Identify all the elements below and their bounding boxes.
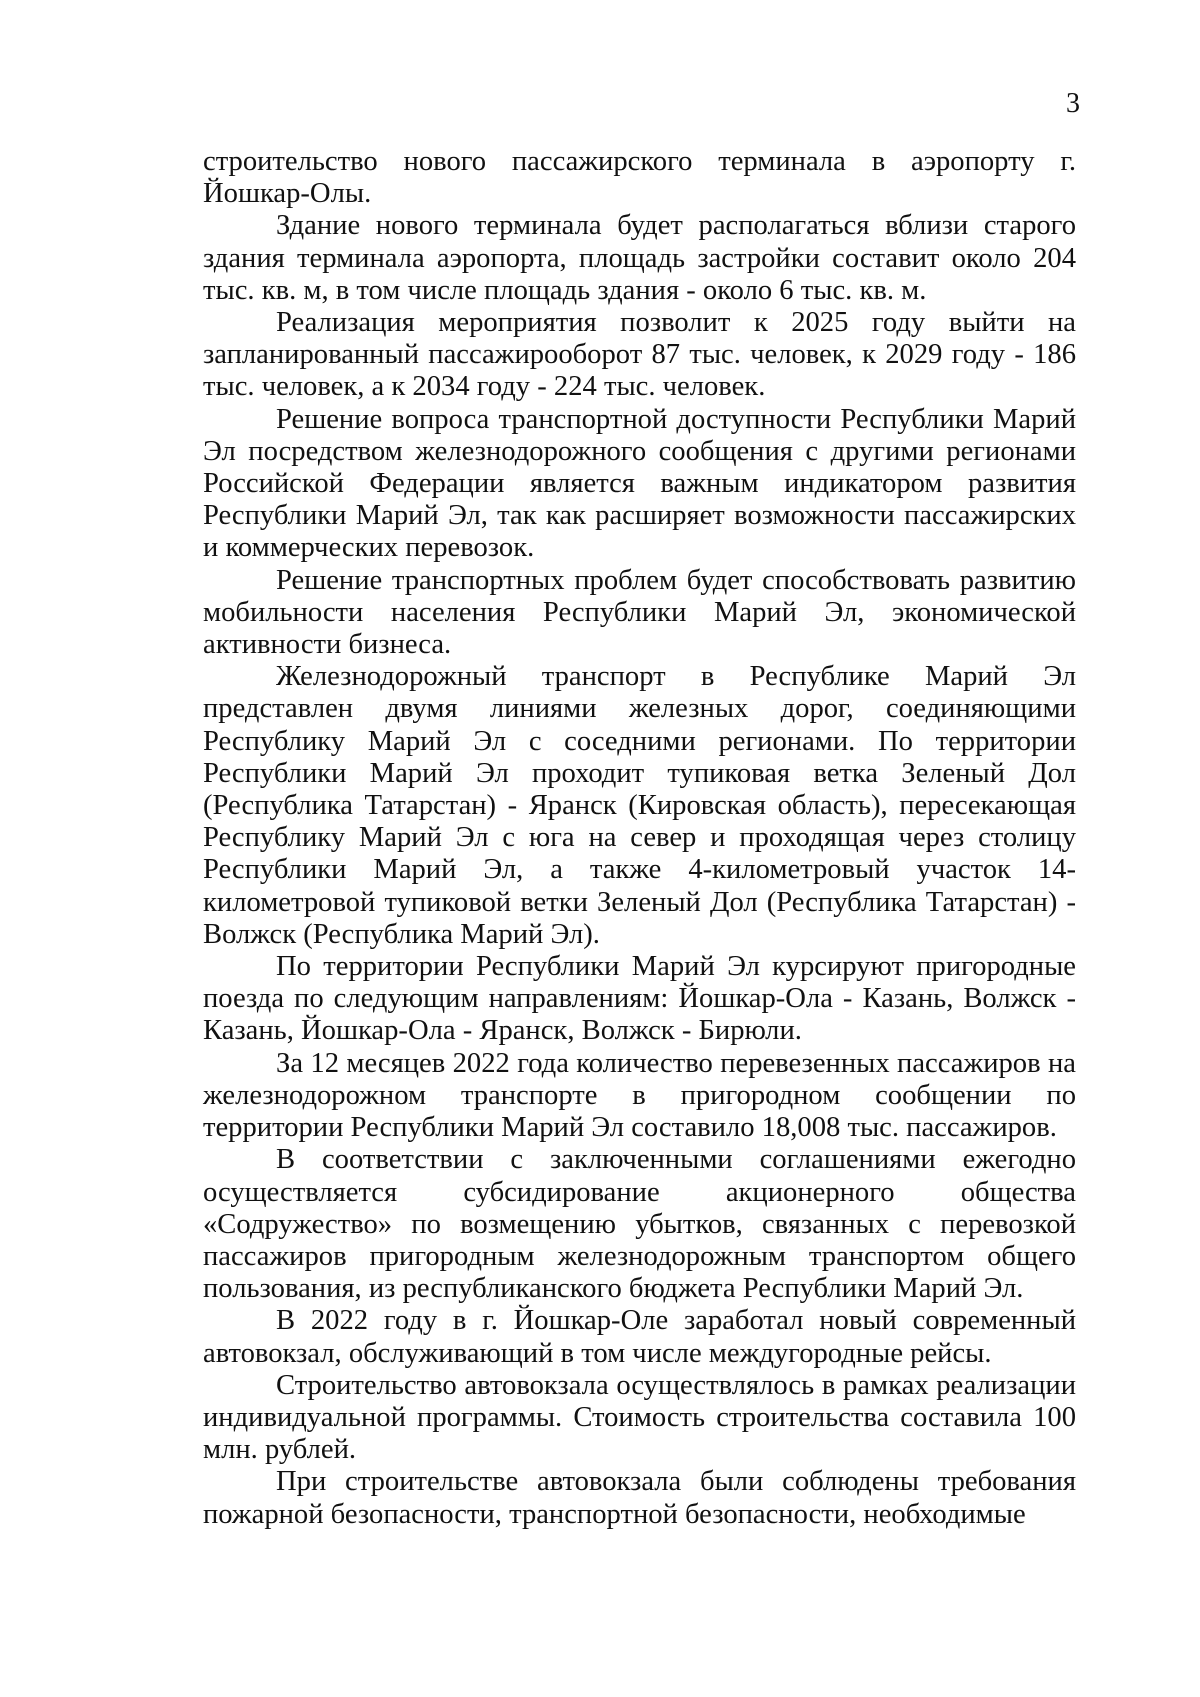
- paragraph-transport-problems: Решение транспортных проблем будет способствовать развитию мобильности населения Республики Марий Эл, экономической активности бизнеса.: [203, 564, 1076, 661]
- paragraph-railway-lines: Железнодорожный транспорт в Республике Марий Эл представлен двумя линиями железных дорог, соединяющими Республику Марий Эл с соседними регионами. По территории Республики Марий Эл проходит тупиковая ветка Зеленый Дол (Республика Татарстан) - Яранск (Кировская область), пересекающая Республику Марий Эл с юга на север и проходящая через столицу Республики Марий Эл, а также 4-километровый участок 14-километровой тупиковой ветки Зеленый Дол (Республика Татарстан) - Волжск (Республика Марий Эл).: [203, 661, 1076, 950]
- document-body: [203, 146, 1076, 1531]
- paragraph-terminal-building: Здание нового терминала будет располагаться вблизи старого здания терминала аэропорта, площадь застройки составит около 204 тыс. кв. м, в том числе площадь здания - около 6 тыс. кв. м.: [203, 210, 1076, 306]
- paragraph-passengers-2022: За 12 месяцев 2022 года количество перевезенных пассажиров на железнодорожном транспорте в пригородном сообщении по территории Республики Марий Эл составило 18,008 тыс. пассажиров.: [203, 1047, 1076, 1144]
- paragraph-safety-requirements: При строительстве автовокзала были соблюдены требования пожарной безопасности, транспортной безопасности, необходимые: [203, 1466, 1076, 1530]
- paragraph-subsidies: В соответствии с заключенными соглашениями ежегодно осуществляется субсидирование акционерного общества «Содружество» по возмещению убытков, связанных с перевозкой пассажиров пригородным железнодорожным транспортом общего пользования, из республиканского бюджета Республики Марий Эл.: [203, 1144, 1076, 1305]
- paragraph-passenger-turnover: Реализация мероприятия позволит к 2025 году выйти на запланированный пассажирооборот 87 тыс. человек, к 2029 году - 186 тыс. человек, а к 2034 году - 224 тыс. человек.: [203, 307, 1076, 403]
- paragraph-bus-station-cost: Строительство автовокзала осуществлялось в рамках реализации индивидуальной программы. Стоимость строительства составила 100 млн. рублей.: [203, 1369, 1076, 1466]
- paragraph-airport-terminal-continuation: строительство нового пассажирского терминала в аэропорту г. Йошкар-Олы.: [203, 146, 1076, 210]
- paragraph-new-bus-station: В 2022 году в г. Йошкар-Оле заработал новый современный автовокзал, обслуживающий в том числе междугородные рейсы.: [203, 1305, 1076, 1369]
- page-number: 3: [1066, 88, 1080, 119]
- paragraph-suburban-trains: По территории Республики Марий Эл курсируют пригородные поезда по следующим направлениям: Йошкар-Ола - Казань, Волжск - Казань, Йошкар-Ола - Яранск, Волжск - Бирюли.: [203, 951, 1076, 1047]
- paragraph-railway-accessibility: Решение вопроса транспортной доступности Республики Марий Эл посредством железнодорожного сообщения с другими регионами Российской Федерации является важным индикатором развития Республики Марий Эл, так как расширяет возможности пассажирских и коммерческих перевозок.: [203, 403, 1076, 564]
